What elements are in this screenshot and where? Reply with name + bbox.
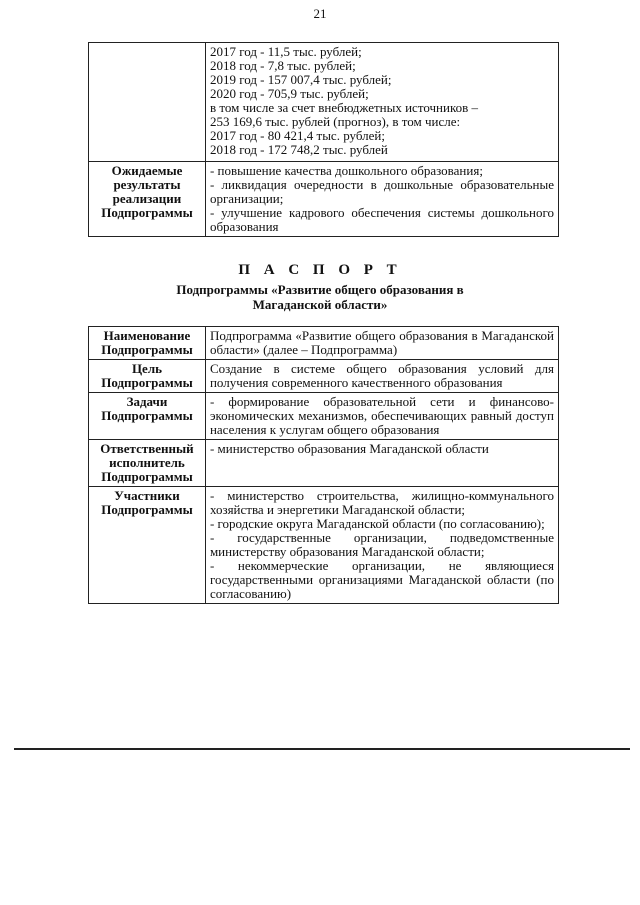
- results-item: - повышение качества дошкольного образования;: [209, 163, 483, 178]
- results-label: Ожидаемые результаты реализации Подпрограммы: [89, 162, 206, 237]
- funding-line: 2020 год - 705,9 тыс. рублей;: [209, 86, 369, 101]
- table-row: [89, 162, 559, 237]
- row-value: Создание в системе общего образования условий для получения современного качественного образования: [205, 360, 558, 393]
- table-row: [89, 393, 559, 440]
- row-label: Наименование Подпрограммы: [89, 327, 206, 360]
- table-row: [89, 327, 559, 360]
- row-label: Цель Подпрограммы: [89, 360, 206, 393]
- row-value: - министерство образования Магаданской области: [205, 440, 558, 487]
- funding-line: 2018 год - 172 748,2 тыс. рублей: [209, 142, 388, 157]
- funding-cell: [205, 43, 558, 162]
- results-cell: [205, 162, 558, 237]
- row-value: - формирование образовательной сети и финансово-экономических механизмов, обеспечивающих равный доступ населения к услугам общего образования: [205, 393, 558, 440]
- table-row: [89, 43, 559, 162]
- funding-line: 253 169,6 тыс. рублей (прогноз), в том числе:: [209, 114, 461, 129]
- participant-item: - министерство строительства, жилищно-коммунального хозяйства и энергетики Магаданской области;: [209, 488, 554, 517]
- results-item: - ликвидация очередности в дошкольные образовательные организации;: [209, 177, 554, 206]
- row-value: Подпрограмма «Развитие общего образования в Магаданской области» (далее – Подпрограмма): [205, 327, 558, 360]
- horizontal-divider: [14, 748, 630, 750]
- funding-line: 2019 год - 157 007,4 тыс. рублей;: [209, 72, 392, 87]
- participant-item: - некоммерческие организации, не являющиеся государственными организациями Магаданской области (по согласованию): [209, 558, 554, 601]
- funding-table: [88, 42, 559, 237]
- table-row: [89, 487, 559, 604]
- subtitle-line: Подпрограммы «Развитие общего образования в: [176, 282, 464, 297]
- passport-table: [88, 326, 559, 604]
- funding-line: 2017 год - 80 421,4 тыс. рублей;: [209, 128, 385, 143]
- table-row: [89, 360, 559, 393]
- page-number: 21: [313, 6, 327, 21]
- subtitle-line: Магаданской области»: [252, 297, 388, 312]
- passport-heading: П А С П О Р Т: [238, 262, 402, 278]
- participants-cell: [205, 487, 558, 604]
- row-label: Ответственный исполнитель Подпрограммы: [89, 440, 206, 487]
- passport-subtitle: [0, 282, 640, 312]
- funding-line: 2017 год - 11,5 тыс. рублей;: [209, 44, 362, 59]
- participants-label: Участники Подпрограммы: [89, 487, 206, 604]
- row-label: Задачи Подпрограммы: [89, 393, 206, 440]
- table-row: [89, 440, 559, 487]
- funding-line: в том числе за счет внебюджетных источников –: [209, 100, 478, 115]
- participant-item: - государственные организации, подведомственные министерству образования Магаданской области;: [209, 530, 554, 559]
- results-item: - улучшение кадрового обеспечения системы дошкольного образования: [209, 205, 554, 234]
- funding-line: 2018 год - 7,8 тыс. рублей;: [209, 58, 356, 73]
- participant-item: - городские округа Магаданской области (по согласованию);: [209, 516, 545, 531]
- empty-label-cell: [89, 43, 206, 162]
